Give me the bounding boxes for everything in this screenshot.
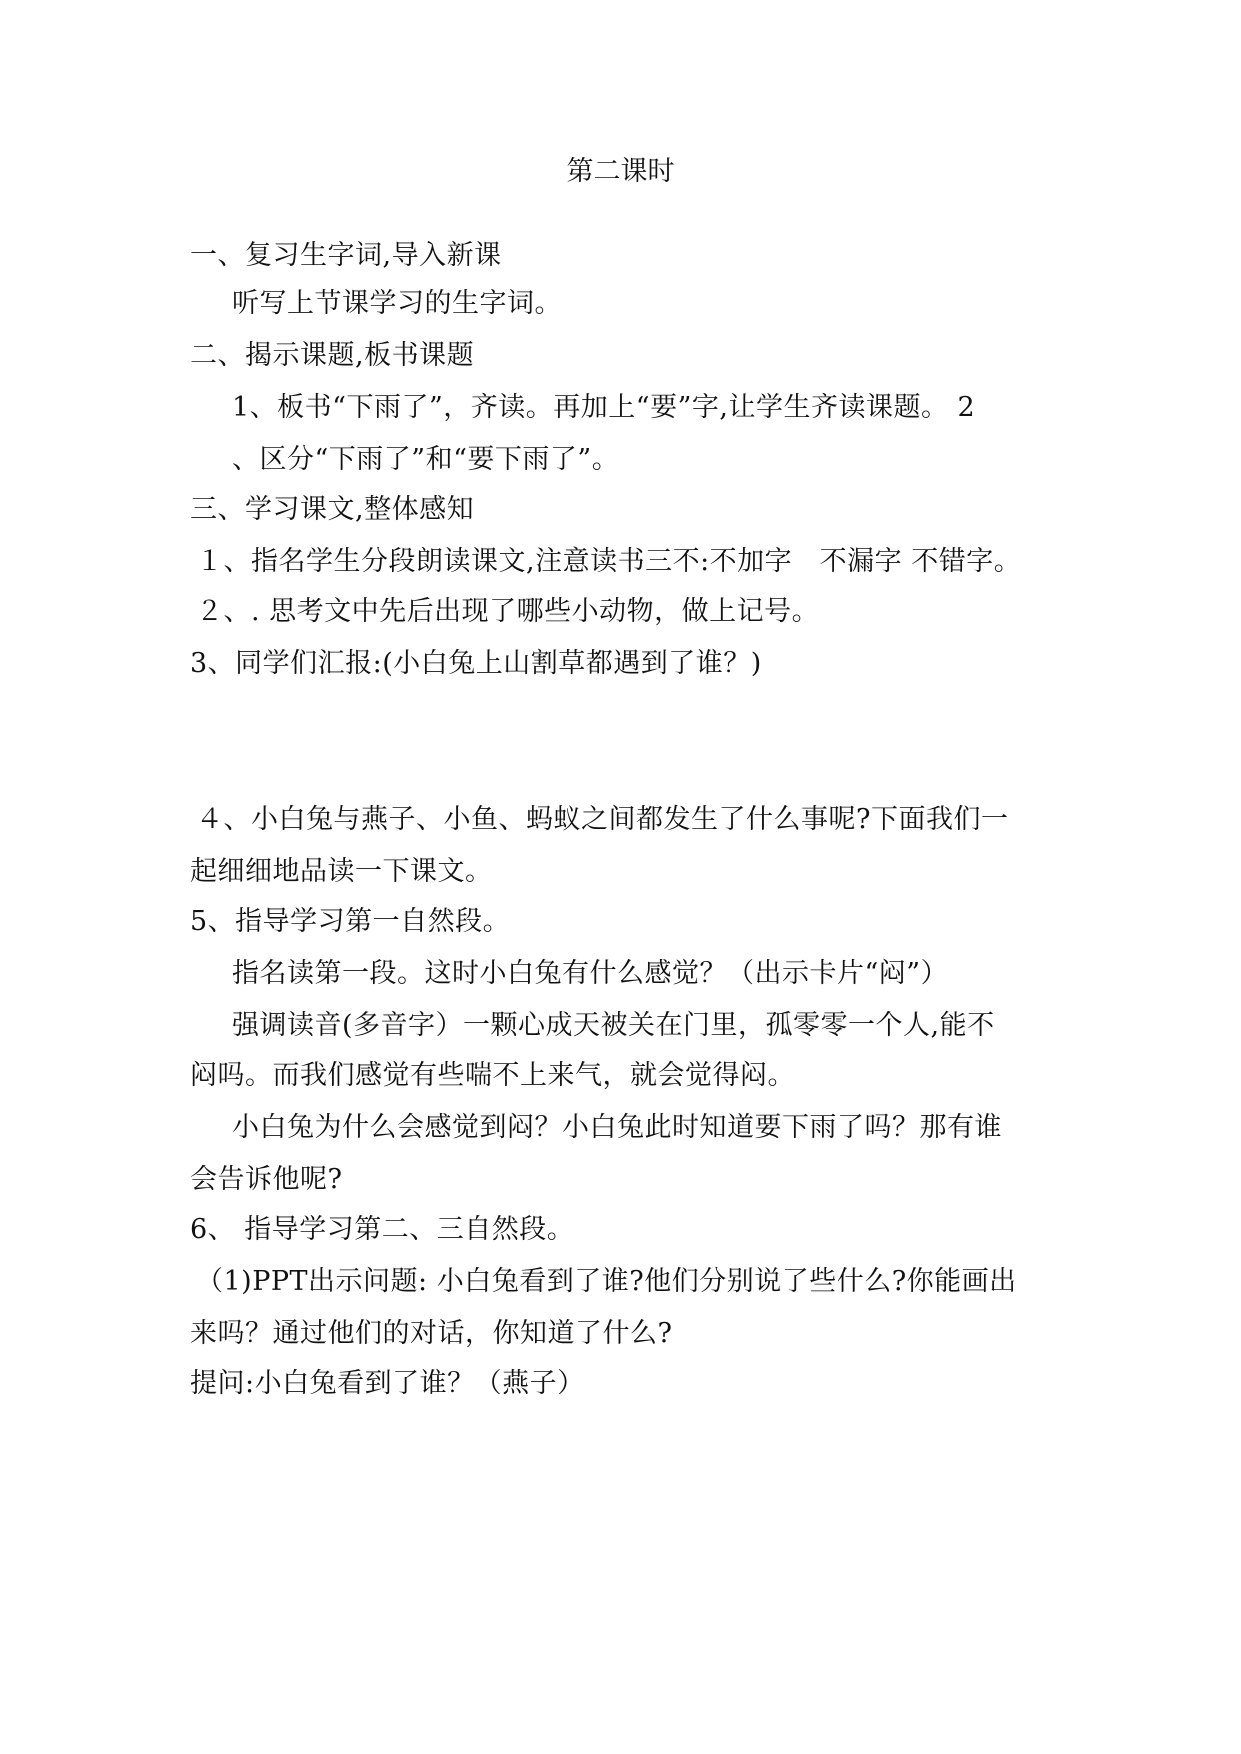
paragraph-line: 听写上节课学习的生字词。 [232, 288, 562, 319]
paragraph-line: 小白兔为什么会感觉到闷？小白兔此时知道要下雨了吗？那有谁 [232, 1112, 1002, 1143]
paragraph-line: 指名读第一段。这时小白兔有什么感觉？（出示卡片“闷”） [232, 958, 949, 989]
paragraph-line: 、区分“下雨了”和“要下雨了”。 [232, 444, 620, 475]
section-heading-study: 三、学习课文,整体感知 [190, 494, 475, 525]
paragraph-line: ４、小白兔与燕子、小鱼、蚂蚁之间都发生了什么事呢?下面我们一 [196, 804, 1009, 835]
paragraph-line: （1)PPT出示问题: 小白兔看到了谁?他们分别说了些什么?你能画出 [196, 1266, 1017, 1297]
paragraph-line: 提问:小白兔看到了谁？（燕子） [190, 1368, 585, 1399]
paragraph-line: 起细细地品读一下课文。 [190, 856, 493, 887]
paragraph-line: 强调读音(多音字）一颗心成天被关在门里，孤零零一个人,能不 [232, 1010, 995, 1041]
paragraph-line: 会告诉他呢? [190, 1164, 343, 1195]
paragraph-line: ２、. 思考文中先后出现了哪些小动物，做上记号。 [196, 596, 820, 627]
paragraph-line: 3、同学们汇报:(小白兔上山割草都遇到了谁？) [190, 648, 762, 679]
page-title: 第二课时 [566, 156, 675, 187]
section-heading-review: 一、复习生字词,导入新课 [190, 240, 502, 271]
paragraph-line: １、指名学生分段朗读课文,注意读书三不:不加字 不漏字 不错字。 [196, 546, 1022, 577]
section-heading-topic: 二、揭示课题,板书课题 [190, 340, 475, 371]
paragraph-line: 来吗？通过他们的对话，你知道了什么? [190, 1318, 673, 1349]
paragraph-line: 6、 指导学习第二、三自然段。 [190, 1214, 575, 1245]
paragraph-line: 闷吗。而我们感觉有些喘不上来气，就会觉得闷。 [190, 1060, 795, 1091]
paragraph-line: 1、板书“下雨了”，齐读。再加上“要”字,让学生齐读课题。 2 [232, 392, 976, 423]
paragraph-line: 5、指导学习第一自然段。 [190, 906, 511, 937]
